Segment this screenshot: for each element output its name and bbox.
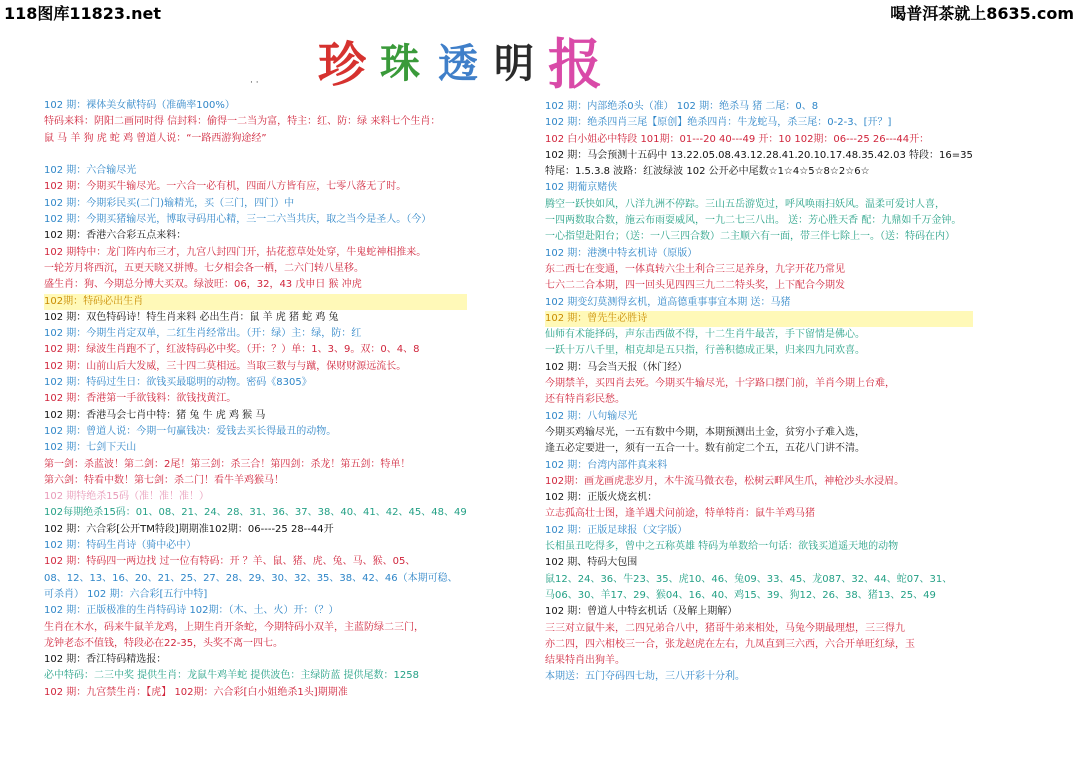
text-line: 102 期：特码四一两边找 过一位有特码：开 ？羊、鼠、猪、虎、兔、马、猴、05、	[44, 556, 416, 568]
text-line: 102 期：曾先生必胜诗	[545, 311, 973, 327]
page-title	[318, 22, 603, 96]
text-line: 必中特码：二三中奖 提供生肖：龙鼠牛鸡羊蛇 提供波色：主绿防蓝 提供尾数：1258	[44, 670, 419, 682]
text-line: 102 期：香江特码精选报：	[44, 654, 167, 666]
text-line: 102 期特中：龙门阵内布三才，九宫八封四门开，拈花惹草处处穿，牛鬼蛇神相推来。	[44, 246, 427, 258]
text-line: 102 期：香港第一手欲钱料：欲钱找黄江。	[44, 393, 237, 405]
text-line: 长相虽丑吃得多，曾中之五称英雄 特码为单数给一句话：欲钱买道遥天地的动物	[545, 541, 899, 553]
spacer	[44, 147, 467, 163]
text-line: 102 期：正版火烧玄机：	[545, 492, 658, 504]
text-line: 102 期：八句输尽光	[545, 410, 638, 422]
text-line: 结果特肖出狗羊。	[545, 655, 625, 667]
decorative-dots: · ·	[250, 78, 259, 88]
text-line: 102期：特码必出生肖	[44, 294, 467, 310]
text-line: 102 期：六合彩[公开TM特段]期期准102期：06----25 28--44开	[44, 523, 334, 535]
text-line: 102 期：香港六合彩五点来料：	[44, 230, 187, 242]
text-line: 腾空一跃快如风，八洋九洲不停踪。三山五岳游览过，呼风唤雨扫妖风。温柔可爱讨人喜，	[545, 198, 945, 210]
site-watermark-left: 118图库11823.net	[4, 4, 162, 23]
text-line: 102 期：正版极准的生肖特码诗 102期：（木、土、火）开：（？）	[44, 605, 339, 617]
text-line: 102期：画龙画虎悲岁月，木牛流马微衣卷，松树云畔风生爪，神枪沙头水浸眉。	[545, 475, 905, 487]
text-line: 102 期变幻莫测得玄机，道高德重事事宜本期 送：马猪	[545, 296, 791, 308]
text-line: 第六剑：特看中数！第七剑：杀二门！看牛羊鸡猴马！	[44, 474, 284, 486]
text-line: 盛生肖：狗、今期总分博大买双。绿波旺：06，32，43 戊申日 猴 冲虎	[44, 279, 362, 291]
text-line: 102 期：今期彩民买(二门)输精光，买（三门，四门）中	[44, 197, 295, 209]
text-line: 今期禁羊，买四肖去死。今期买牛输尽光，十字路口摆门前，羊肖今期上台难，	[545, 378, 895, 390]
title-char: 明	[494, 40, 535, 87]
text-line: 102 期：曾道人中特玄机话（及解上期解）	[545, 606, 738, 618]
text-line: 102 期、特码大包围	[545, 557, 638, 569]
text-line: 102 期：特码生肖诗（骑中必中）	[44, 540, 197, 552]
right-column	[545, 99, 973, 686]
text-line: 102 期：正版足球报（文字版）	[545, 524, 688, 536]
text-line: 还有特肖彩民愁。	[545, 394, 625, 406]
title-char: 报	[548, 32, 603, 96]
text-line: 102 期：山前山后大发威，三十四二莫相远。当取三数与与蹴，保财财源远流长。	[44, 360, 407, 372]
text-line: 102 期：九宫禁生肖：【虎】 102期：六合彩[白小姐绝杀1头]期期准	[44, 686, 348, 698]
text-line: 102 期：绿波生肖跑不了，红波特码必中奖。（开：？）单：1、3、9。双：0、4、8	[44, 344, 420, 356]
text-line: 第一剑：杀蓝波！第二剑：2尾！第三剑：杀三合！第四剑：杀龙！第五剑：特单！	[44, 458, 411, 470]
text-line: 102每期绝杀15码：01、08、21、24、28、31、36、37、38、40、41、42、45、48、49	[44, 507, 467, 519]
text-line: 102 期：内部绝杀0头（准） 102 期：绝杀马 猪 二尾：0、8	[545, 101, 819, 112]
text-line: 102 期：马会当天报（休门经）	[545, 361, 688, 373]
text-line: 102 期特绝杀15码（准！准！准！）	[44, 491, 209, 503]
text-line: 鼠 马 羊 狗 虎 蛇 鸡 曾道人说：“一路西游狗途经”	[44, 132, 267, 144]
text-line: 102 期：双色特码诗！特生肖来料 必出生肖：鼠 羊 虎 猪 蛇 鸡 兔	[44, 311, 339, 323]
text-line: 一心指望赴阳台；（送：一八三四合数）二主顺六有一面，带三伴七除上一。（送：特码在内）	[545, 231, 955, 243]
text-line: 今期买鸡输尽光，一五有数中今期，本期预测出土金，贫穷小子难入选，	[545, 426, 865, 438]
text-line: 102 期：曾道人说：今期一句赢钱决：爱钱去买长得最丑的动物。	[44, 425, 337, 437]
text-line: 102 期：六合输尽光	[44, 165, 137, 177]
text-line: 七六二二合本期，四一回头见四四三九二二特头奖，上下配合今期发	[545, 280, 845, 292]
text-line: 102 期：今期买牛输尽光。一六合一必有机，四面八方皆有应，七零八落无了时。	[44, 181, 407, 193]
text-line: 102 期：今期生肖定双单，二红生肖经常出。（开：绿）主：绿，防：红	[44, 328, 362, 340]
text-line: 102 期：港澳中特玄机诗（原版）	[545, 247, 698, 259]
text-line: 102 期葡京赌侠	[545, 182, 618, 194]
text-line: 08、12、13、16、20、21、25、27、28、29、30、32、35、38、42、46（本期可稳、	[44, 572, 458, 584]
text-line: 102 期：七剑下天山	[44, 442, 137, 454]
text-line: 鼠12、24、36、牛23、35、虎10、46、兔09、33、45、龙087、32、44、蛇07、31、	[545, 573, 953, 585]
text-line: 生肖在木水，码来牛鼠羊龙鸡，上期生肖开条蛇，今期特码小双羊，主蓝防绿二三门，	[44, 621, 424, 633]
text-line: 一跃十万八千里，相克却是五只指，行善积德成正果，归来四九同欢喜。	[545, 345, 865, 357]
text-line: 102 期：马会预测十五码中 13.22.05.08.43.12.28.41.20.10.17.48.35.42.03 特段：16=35	[545, 149, 973, 161]
text-line: 仙师有术能择码，声东击西做不得，十二生肖牛最苦，手下留情是佛心。	[545, 329, 865, 341]
text-line: 三三对立鼠牛来，二四兄弟合八中，猪哥牛弟来相处，马兔今期最理想，三三得九	[545, 622, 905, 634]
text-line: 102 期：香港马会七肖中特：猪 兔 牛 虎 鸡 猴 马	[44, 409, 266, 421]
site-watermark-right: 喝普洱茶就上8635.com	[890, 4, 1074, 23]
text-line: 特尾：1.5.3.8 波路：红波绿波 102 公开必中尾数☆1☆4☆5☆8☆2☆6☆	[545, 166, 870, 178]
text-line: 102 期：今期买猪输尽光，博取寻码用心精，三一二六当共庆，取之当今是圣人。（今）	[44, 214, 432, 226]
text-line: 102 期：台湾内部件真来料	[545, 459, 668, 471]
text-line: 本期送：五门夺码四七劫，三八开彩十分利。	[545, 671, 745, 683]
title-char: 透	[438, 40, 479, 87]
text-line: 龙钟老态不值钱，特段必在22-35，头奖不离一四七。	[44, 637, 284, 649]
text-line: 东二西七在变通，一体真转六尘土利合三三足养身，九字开花乃常见	[545, 263, 845, 275]
left-column	[44, 98, 467, 701]
text-line: 立志孤高壮士图，逢羊遇犬问前途，特单特肖：鼠牛羊鸡马猪	[545, 508, 815, 520]
text-line: 102 期：绝杀四肖三尾【原创】绝杀四肖：牛龙蛇马，杀三尾：0-2-3、[开？]	[545, 117, 892, 129]
text-line: 102 期：裸体美女献特码（准确率100%）	[44, 100, 235, 111]
title-char: 珍	[318, 37, 367, 93]
text-line: 一轮芳月将西沉，五更天晓又拼博。七夕相会各一栖，二六门转八星移。	[44, 262, 364, 274]
text-line: 102 期：特码过生日：欲钱买最聪明的动物。密码《8305》	[44, 377, 312, 389]
text-line: 特码来料：阴阳二画同时得 信封料：偷得一二当为富，特主：红、防：绿 来料七个生肖：	[44, 116, 441, 128]
text-line: 亦二四，四六相校三一合，张龙赵虎在左右，九凤直到三六西，六合开单旺红绿，玉	[545, 638, 915, 650]
text-line: 逢五必定要进一，须有一五合一十。数有前定二个五，五花八门讲不清。	[545, 443, 865, 455]
text-line: 可杀肖） 102 期：六合彩[五行中特]	[44, 588, 208, 600]
text-line: 一四两数取合数，施云布雨耍威风，一九二七三八出。 送：芳心胜天香 配：九鼎如千万金钟。	[545, 215, 962, 227]
text-line: 马06、30、羊17、29、猴04、16、40、鸡15、39、狗12、26、38、猪13、25、49	[545, 589, 936, 601]
title-char: 珠	[380, 40, 421, 87]
text-line: 102 白小姐必中特段 101期：01---20 40---49 开：10 102期：06---25 26---44开：	[545, 133, 930, 145]
